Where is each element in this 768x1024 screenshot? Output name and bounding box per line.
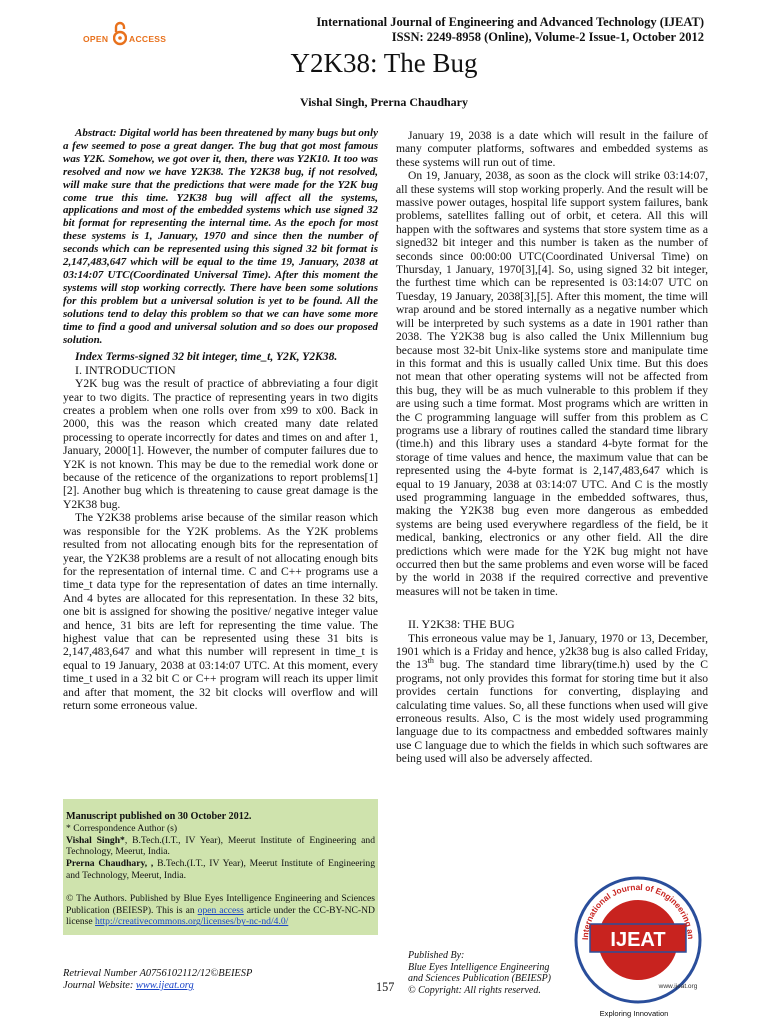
license-text-b: article under the CC-BY-NC-ND license — [66, 904, 375, 928]
section-heading-introduction: I. INTRODUCTION — [75, 362, 176, 377]
license-statement — [66, 893, 375, 928]
ijeat-acronym: IJEAT — [610, 929, 666, 951]
superscript-th: th — [427, 656, 434, 666]
author1-detail: , B.Tech.(I.T., IV Year), Meerut Institute of Engineering and Technology, Meerut, India. — [66, 834, 375, 858]
ijeat-tagline: Exploring Innovation — [599, 1009, 669, 1018]
copyright-line: © Copyright: All rights reserved. — [408, 985, 541, 997]
intro-paragraph-4: On 19, January, 2038, as soon as the clock will strike 03:14:07, all these systems will stop working properly. And the result will be massive power outages, hospital life support system failures, bank problems, satellites falling out of orbit, et cetera. All this will happen with the softwares and systems that store system time as a signed32 bit integer and this number is taken as the number of seconds since 00:00:00 UTC(Coordinated Universal Time) on Thursday, 1 January, 1970[3],[4]. So, using signed 32 bit integer, the furthest time which can be represented is 03:14:07 UTC on Tuesday, 19 January, 2038[3],[5]. After this moment, the time will wrap around and be stored internally as a negative number which will be interpreted by such systems as a date in 1901 rather than 2038. The Y2K38 bug is also called the Unix Millennium bug because most 32-bit Unix-like systems store and manipulate time in this format and this is usually called Unix time. But this does not mean that other operating systems will not be affected from this bug, they will be as much vulnerable to this problem if they are using such a time format. Most programs which are written in the C programming language will suffer from this problem as C programs use a library of routines called the standard time library (time.h) and this library uses a standard 4-byte format for the storage of time values and hence, the maximum value that can be represented using the 4-byte format is 2,147,483,647 which is equal to 19 January, 2038 at 03:14:07 UTC. And C is the mostly used programming language in the embedded softwares, thus, making the Y2K38 bug even more dangerous as embedded systems are being used everywhere regardless of the field, be it medical, banking, electronics or any other field. All the dire predictions which were made for the Y2K bug might not have occurred then but the same problems and even worse will be faced by the world in 2038 if the required corrective and preventive measures will not be taken in time. — [396, 169, 708, 598]
paper-title: Y2K38: The Bug — [290, 48, 478, 78]
journal-issn: ISSN: 2249-8958 (Online), Volume-2 Issue-1, October 2012 — [391, 30, 704, 44]
page-number: 157 — [376, 980, 395, 994]
journal-website-label: Journal Website: — [63, 980, 136, 991]
intro-paragraph-2: The Y2K38 problems arise because of the similar reason which was responsible for the Y2K problems. As the Y2K problems resulted from not allocating enough bits for the representation of year, the Y2K38 problems are a result of not allocating enough bits for the representation of internal time. C and C++ programs use a time_t data type for the representation of dates an time internally. And 4 bytes are allocated for this representation. In these 32 bits, one bit is assigned for showing the positive/ negative integer value and hence, 31 bits are left for representing the time value. The highest value that can be represented using these 31 bits is 2,147,483,647 and what this number will represent in time_t is equal to 19 January, 2038 at 03:14:07 UTC. At this moment, every time_t used in a 32 bit C or C++ program will reach its upper limit and after that moment, the 32 bit clocks will overflow and will return some erroneous value. — [63, 511, 378, 712]
open-access-logo — [83, 20, 173, 48]
journal-website-link[interactable]: www.ijeat.org — [135, 980, 194, 991]
author2-detail: B.Tech.(I.T., IV Year), Meerut Institute of Engineering and Technology, Meerut, India. — [66, 858, 375, 881]
publisher-line-2: and Sciences Publication (BEIESP) — [408, 973, 552, 985]
open-lock-icon — [113, 21, 127, 47]
ijeat-ring-text: International Journal of Engineering an — [579, 881, 697, 941]
manuscript-published: Manuscript published on 30 October 2012. — [66, 811, 252, 822]
section-heading-bug: II. Y2K38: THE BUG — [408, 617, 515, 632]
footer-left — [63, 968, 252, 992]
publisher-line-1: Blue Eyes Intelligence Engineering — [408, 961, 550, 973]
bug-paragraph-text-a: This erroneous value may be 1, January, 1970 or 13, December, 1901 which is a Friday and hence, y2k38 bug is also called Friday, the 13 — [396, 631, 708, 672]
retrieval-number: Retrieval Number A0756102112/12©BEIESP — [63, 968, 253, 979]
footer-publisher — [408, 950, 551, 997]
open-access-access-text: ACCESS — [129, 34, 167, 44]
correspondence-label: * Correspondence Author (s) — [66, 822, 178, 834]
author1-affiliation — [66, 835, 375, 859]
ijeat-seal — [560, 862, 708, 1012]
journal-website — [63, 980, 252, 992]
journal-title: International Journal of Engineering and Advanced Technology (IJEAT) — [316, 15, 704, 29]
bug-paragraph-text-b: bug. The standard time library(time.h) used by the C programs, not only provides this format for storing time but it also provides certain functions for converting, displaying and calculating time values. So, all these functions when used will give erroneous results. Also, C is the most widely used programming language due to its compactness and embedded softwares mainly use C language due to which the fields in which such softwares are being used will also be adversely affected. — [396, 658, 709, 766]
ijeat-logo — [560, 862, 708, 1022]
manuscript-info-box — [63, 799, 378, 935]
intro-paragraph-1: Y2K bug was the result of practice of abbreviating a four digit year to two digits. The practice of representing years in two digits creates a problem when one rolls over from x99 to x00. Back in 2000, this was the reason which created many date related processing to operate incorrectly for dates and times on and after 1, January, 2000[1]. However, the number of computer failures due to Y2K is not known. This may be due to the remedial work done or because of the reticence of the organizations to report problems[1][2]. Another bug which is threatening to cause great damage is the Y2K38 bug. — [63, 377, 378, 511]
abstract — [63, 127, 378, 346]
author2-affiliation — [66, 858, 375, 882]
open-access-open-text: OPEN — [83, 34, 109, 44]
author2-name: Prerna Chaudhary, , — [66, 858, 154, 870]
license-url-link[interactable]: http://creativecommons.org/licenses/by-nc-nd/4.0/ — [95, 916, 289, 928]
license-text-a: © The Authors. Published by Blue Eyes Intelligence Engineering and Sciences Publication (BEIESP). This is an — [66, 892, 375, 916]
ijeat-website: www.ijeat.org — [658, 983, 698, 990]
published-by-label: Published By: — [408, 950, 465, 961]
intro-paragraph-3: January 19, 2038 is a date which will result in the failure of many computer platforms, softwares and embedded systems as these systems will run out of time. — [396, 129, 708, 169]
paper-authors: Vishal Singh, Prerna Chaudhary — [299, 95, 469, 109]
author1-name: Vishal Singh* — [66, 834, 125, 846]
bug-paragraph-1 — [396, 632, 708, 766]
abstract-text: Abstract: Digital world has been threatened by many bugs but only a few seemed to pose a great danger. The bug that got most famous was Y2K. Somehow, we got over it, then, there was Y2K10. It too was resolved and now we have Y2K38. The Y2K38 bug, if not resolved, will make sure that the predictions that were made for the Y2K bug come true this time. Y2K38 bug will affect all the systems, applications and most of the embedded systems which use signed 32 bit format for representing the internal time. As the epoch for most these systems is 1, January, 1970 and since then the number of seconds which can be represented using this signed 32 bit format is 2,147,483,647 which will be equal to the time 19, January, 2038 at 03:14:07 UTC(Coordinated Universal Time). After this moment the systems will stop working correctly. There have been some solutions for this problem but a universal solution is yet to be found. All the solutions tend to delay this problem so that we can have some more time to find a good and universal solution and so does our proposed solution. — [63, 127, 378, 346]
right-column — [396, 129, 708, 766]
left-column — [63, 127, 378, 712]
open-access-link[interactable]: open access — [197, 904, 244, 916]
index-terms: Index Terms-signed 32 bit integer, time_t, Y2K, Y2K38. — [75, 350, 338, 364]
